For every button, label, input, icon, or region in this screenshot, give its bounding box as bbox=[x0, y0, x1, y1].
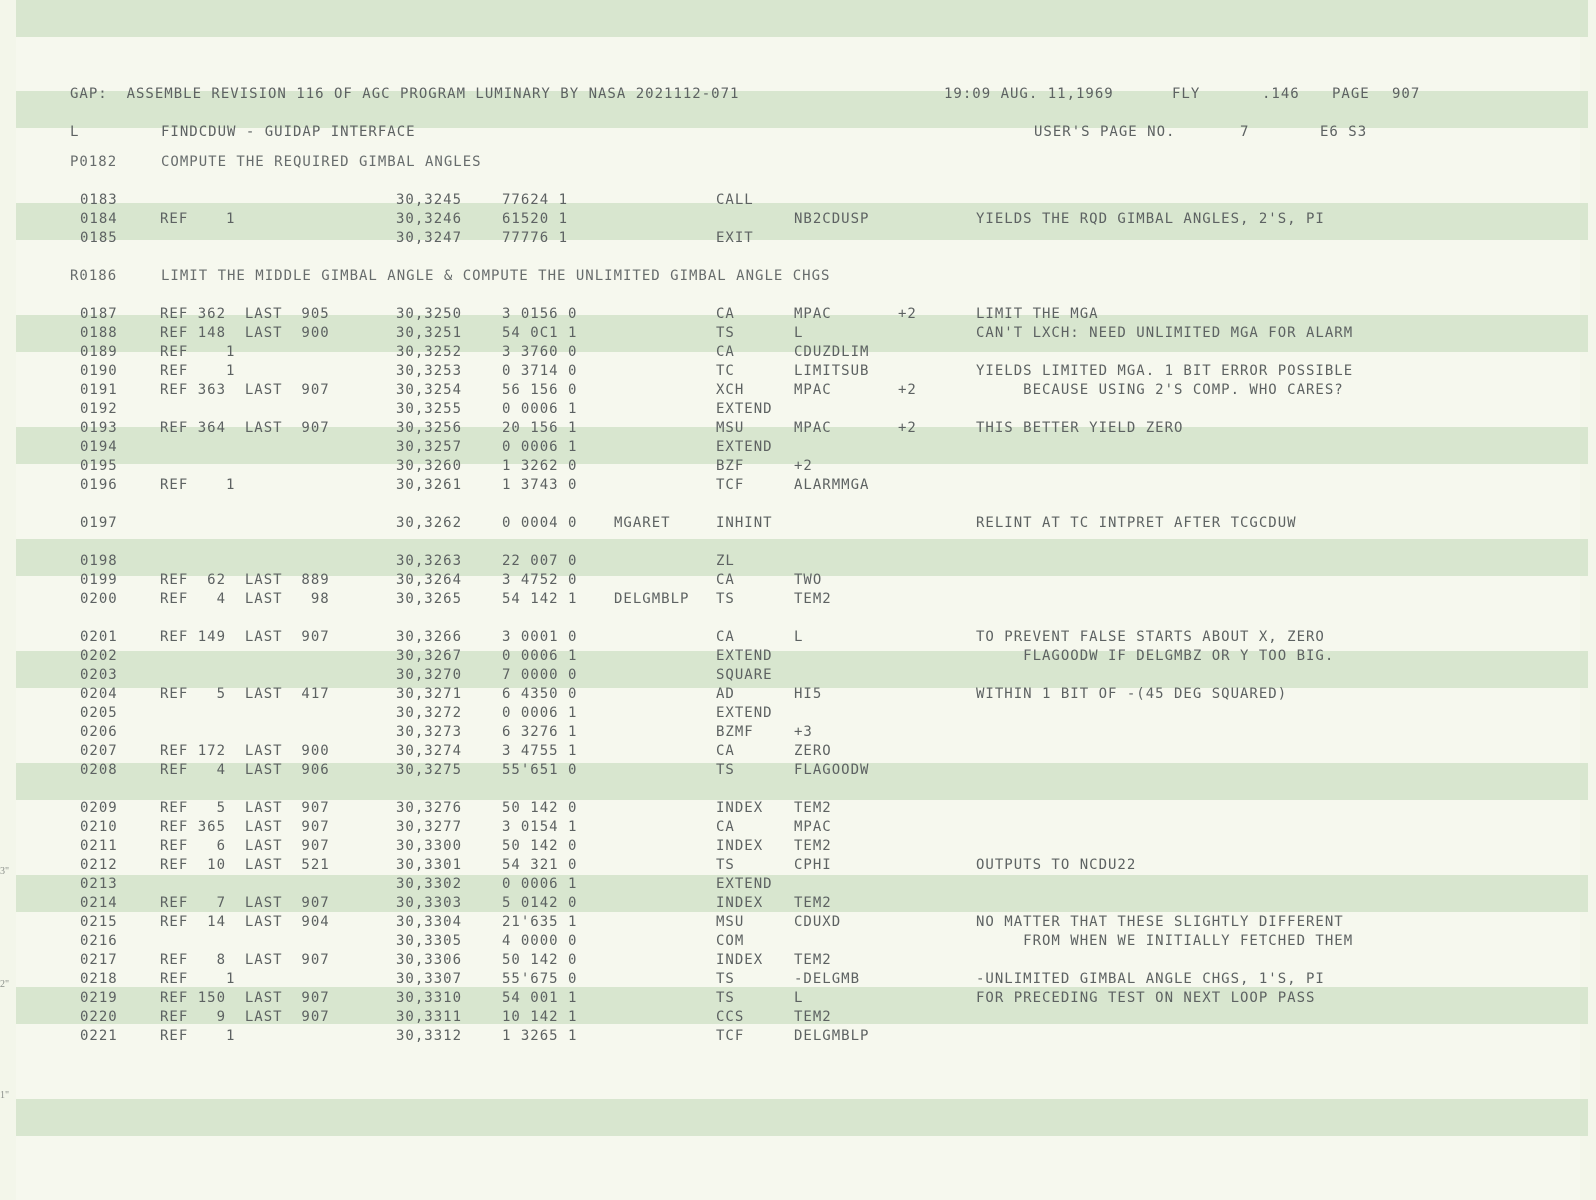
line-number: 0219 bbox=[80, 990, 118, 1006]
reference: REF 1 bbox=[160, 971, 236, 987]
line-number: 0204 bbox=[80, 686, 118, 702]
opcode: MSU bbox=[716, 914, 745, 930]
reference: REF 149 LAST 907 bbox=[160, 629, 330, 645]
opcode: TCF bbox=[716, 1028, 745, 1044]
comment: YIELDS LIMITED MGA. 1 BIT ERROR POSSIBLE bbox=[976, 363, 1354, 379]
line-number: 0200 bbox=[80, 591, 118, 607]
address: 30,3276 bbox=[396, 800, 463, 816]
address: 30,3275 bbox=[396, 762, 463, 778]
users-page-label: USER'S PAGE NO. bbox=[1034, 124, 1176, 140]
reference: REF 172 LAST 900 bbox=[160, 743, 330, 759]
opcode: XCH bbox=[716, 382, 745, 398]
line-number: 0209 bbox=[80, 800, 118, 816]
octal-word: 6 4350 0 bbox=[502, 686, 578, 702]
line-number: 0213 bbox=[80, 876, 118, 892]
reference: REF 1 bbox=[160, 1028, 236, 1044]
line-number: 0201 bbox=[80, 629, 118, 645]
operand: +2 bbox=[794, 458, 813, 474]
opcode: EXTEND bbox=[716, 705, 773, 721]
operand: ZERO bbox=[794, 743, 832, 759]
reference: REF 7 LAST 907 bbox=[160, 895, 330, 911]
opcode: CA bbox=[716, 819, 735, 835]
address: 30,3271 bbox=[396, 686, 463, 702]
address: 30,3305 bbox=[396, 933, 463, 949]
octal-word: 4 0000 0 bbox=[502, 933, 578, 949]
octal-word: 1 3743 0 bbox=[502, 477, 578, 493]
address: 30,3306 bbox=[396, 952, 463, 968]
line-number: 0207 bbox=[80, 743, 118, 759]
operand: TEM2 bbox=[794, 952, 832, 968]
opcode: INDEX bbox=[716, 895, 764, 911]
address: 30,3303 bbox=[396, 895, 463, 911]
line-number: 0221 bbox=[80, 1028, 118, 1044]
mode: FLY bbox=[1172, 86, 1201, 102]
margin-mark: 3" bbox=[0, 866, 10, 877]
line-number: 0220 bbox=[80, 1009, 118, 1025]
operand: TEM2 bbox=[794, 838, 832, 854]
address: 30,3277 bbox=[396, 819, 463, 835]
octal-word: 55'651 0 bbox=[502, 762, 578, 778]
opcode: EXTEND bbox=[716, 401, 773, 417]
comment: FROM WHEN WE INITIALLY FETCHED THEM bbox=[976, 933, 1354, 949]
octal-word: 54 001 1 bbox=[502, 990, 578, 1006]
line-number: 0203 bbox=[80, 667, 118, 683]
octal-word: 3 4752 0 bbox=[502, 572, 578, 588]
comment: -UNLIMITED GIMBAL ANGLE CHGS, 1'S, PI bbox=[976, 971, 1325, 987]
opcode: ZL bbox=[716, 553, 735, 569]
address: 30,3273 bbox=[396, 724, 463, 740]
octal-word: 0 0004 0 bbox=[502, 515, 578, 531]
line-number: 0199 bbox=[80, 572, 118, 588]
address: 30,3257 bbox=[396, 439, 463, 455]
octal-word: 3 0154 1 bbox=[502, 819, 578, 835]
octal-word: 20 156 1 bbox=[502, 420, 578, 436]
address: 30,3311 bbox=[396, 1009, 463, 1025]
line-number: 0190 bbox=[80, 363, 118, 379]
version: E6 S3 bbox=[1320, 124, 1368, 140]
octal-word: 50 142 0 bbox=[502, 952, 578, 968]
octal-word: 3 3760 0 bbox=[502, 344, 578, 360]
octal-word: 1 3265 1 bbox=[502, 1028, 578, 1044]
users-page-number: 7 bbox=[1240, 124, 1250, 140]
opcode: TS bbox=[716, 325, 735, 341]
opcode: COM bbox=[716, 933, 745, 949]
opcode: EXTEND bbox=[716, 439, 773, 455]
line-number: 0185 bbox=[80, 230, 118, 246]
octal-word: 77776 1 bbox=[502, 230, 569, 246]
address: 30,3256 bbox=[396, 420, 463, 436]
line-number: 0188 bbox=[80, 325, 118, 341]
increment: +2 bbox=[898, 306, 917, 322]
address: 30,3310 bbox=[396, 990, 463, 1006]
comment: LIMIT THE MGA bbox=[976, 306, 1099, 322]
address: 30,3253 bbox=[396, 363, 463, 379]
octal-word: 21'635 1 bbox=[502, 914, 578, 930]
opcode: AD bbox=[716, 686, 735, 702]
octal-word: 3 0001 0 bbox=[502, 629, 578, 645]
timestamp: 19:09 AUG. 11,1969 bbox=[944, 86, 1114, 102]
opcode: BZMF bbox=[716, 724, 754, 740]
reference: REF 62 LAST 889 bbox=[160, 572, 330, 588]
octal-word: 50 142 0 bbox=[502, 838, 578, 854]
address: 30,3254 bbox=[396, 382, 463, 398]
opcode: INDEX bbox=[716, 952, 764, 968]
reference: REF 364 LAST 907 bbox=[160, 420, 330, 436]
line-number: 0215 bbox=[80, 914, 118, 930]
address: 30,3246 bbox=[396, 211, 463, 227]
reference: REF 5 LAST 907 bbox=[160, 800, 330, 816]
operand: TEM2 bbox=[794, 591, 832, 607]
operand: TEM2 bbox=[794, 895, 832, 911]
operand: TEM2 bbox=[794, 1009, 832, 1025]
green-bar bbox=[16, 651, 1588, 688]
line-number: 0197 bbox=[80, 515, 118, 531]
comment: WITHIN 1 BIT OF -(45 DEG SQUARED) bbox=[976, 686, 1288, 702]
line-number: R0186 bbox=[70, 268, 118, 284]
operand: NB2CDUSP bbox=[794, 211, 870, 227]
label: MGARET bbox=[614, 515, 671, 531]
comment: NO MATTER THAT THESE SLIGHTLY DIFFERENT bbox=[976, 914, 1344, 930]
line-number: 0198 bbox=[80, 553, 118, 569]
header-line-2 bbox=[0, 123, 1368, 142]
line-number: 0210 bbox=[80, 819, 118, 835]
reference: REF 1 bbox=[160, 477, 236, 493]
operand: L bbox=[794, 629, 804, 645]
octal-word: 7 0000 0 bbox=[502, 667, 578, 683]
opcode: CCS bbox=[716, 1009, 745, 1025]
operand: TEM2 bbox=[794, 800, 832, 816]
listing-code: L bbox=[70, 124, 80, 140]
comment: THIS BETTER YIELD ZERO bbox=[976, 420, 1184, 436]
line-number: 0187 bbox=[80, 306, 118, 322]
line-number: 0189 bbox=[80, 344, 118, 360]
opcode: MSU bbox=[716, 420, 745, 436]
time-used: .146 bbox=[1262, 86, 1300, 102]
green-bar bbox=[16, 1099, 1588, 1136]
operand: LIMITSUB bbox=[794, 363, 870, 379]
opcode: BZF bbox=[716, 458, 745, 474]
address: 30,3250 bbox=[396, 306, 463, 322]
line-number: 0211 bbox=[80, 838, 118, 854]
octal-word: 0 0006 1 bbox=[502, 648, 578, 664]
operand: DELGMBLP bbox=[794, 1028, 870, 1044]
reference: REF 6 LAST 907 bbox=[160, 838, 330, 854]
operand: MPAC bbox=[794, 382, 832, 398]
operand: CDUXD bbox=[794, 914, 842, 930]
address: 30,3304 bbox=[396, 914, 463, 930]
opcode: EXIT bbox=[716, 230, 754, 246]
reference: REF 14 LAST 904 bbox=[160, 914, 330, 930]
operand: HI5 bbox=[794, 686, 823, 702]
comment: OUTPUTS TO NCDU22 bbox=[976, 857, 1137, 873]
octal-word: 22 007 0 bbox=[502, 553, 578, 569]
reference: REF 362 LAST 905 bbox=[160, 306, 330, 322]
reference: REF 150 LAST 907 bbox=[160, 990, 330, 1006]
octal-word: 54 0C1 1 bbox=[502, 325, 578, 341]
address: 30,3267 bbox=[396, 648, 463, 664]
address: 30,3245 bbox=[396, 192, 463, 208]
octal-word: 61520 1 bbox=[502, 211, 569, 227]
page-number: 907 bbox=[1392, 86, 1421, 102]
octal-word: 54 142 1 bbox=[502, 591, 578, 607]
address: 30,3263 bbox=[396, 553, 463, 569]
operand: -DELGMB bbox=[794, 971, 861, 987]
operand: MPAC bbox=[794, 306, 832, 322]
section-text: LIMIT THE MIDDLE GIMBAL ANGLE & COMPUTE THE UNLIMITED GIMBAL ANGLE CHGS bbox=[161, 268, 831, 284]
reference: REF 8 LAST 907 bbox=[160, 952, 330, 968]
octal-word: 56 156 0 bbox=[502, 382, 578, 398]
line-number: 0214 bbox=[80, 895, 118, 911]
opcode: CA bbox=[716, 572, 735, 588]
address: 30,3266 bbox=[396, 629, 463, 645]
increment: +2 bbox=[898, 420, 917, 436]
line-number: 0196 bbox=[80, 477, 118, 493]
assembly-info: GAP: ASSEMBLE REVISION 116 OF AGC PROGRAM LUMINARY BY NASA 2021112-071 bbox=[70, 86, 740, 102]
opcode: TS bbox=[716, 971, 735, 987]
increment: +2 bbox=[898, 382, 917, 398]
opcode: TS bbox=[716, 591, 735, 607]
opcode: CALL bbox=[716, 192, 754, 208]
reference: REF 1 bbox=[160, 344, 236, 360]
opcode: EXTEND bbox=[716, 876, 773, 892]
address: 30,3274 bbox=[396, 743, 463, 759]
comment: BECAUSE USING 2'S COMP. WHO CARES? bbox=[976, 382, 1344, 398]
operand: MPAC bbox=[794, 420, 832, 436]
octal-word: 0 3714 0 bbox=[502, 363, 578, 379]
line-number: 0217 bbox=[80, 952, 118, 968]
page-label: PAGE bbox=[1332, 86, 1370, 102]
octal-word: 0 0006 1 bbox=[502, 439, 578, 455]
octal-word: 10 142 1 bbox=[502, 1009, 578, 1025]
comment: CAN'T LXCH: NEED UNLIMITED MGA FOR ALARM bbox=[976, 325, 1354, 341]
opcode: CA bbox=[716, 629, 735, 645]
reference: REF 1 bbox=[160, 211, 236, 227]
opcode: TS bbox=[716, 990, 735, 1006]
address: 30,3265 bbox=[396, 591, 463, 607]
reference: REF 1 bbox=[160, 363, 236, 379]
page-title: FINDCDUW - GUIDAP INTERFACE bbox=[161, 124, 416, 140]
operand: MPAC bbox=[794, 819, 832, 835]
label: DELGMBLP bbox=[614, 591, 690, 607]
opcode: TS bbox=[716, 857, 735, 873]
address: 30,3302 bbox=[396, 876, 463, 892]
line-number: 0212 bbox=[80, 857, 118, 873]
octal-word: 0 0006 1 bbox=[502, 705, 578, 721]
line-number: 0202 bbox=[80, 648, 118, 664]
octal-word: 55'675 0 bbox=[502, 971, 578, 987]
opcode: TC bbox=[716, 363, 735, 379]
address: 30,3301 bbox=[396, 857, 463, 873]
address: 30,3251 bbox=[396, 325, 463, 341]
line-number: 0192 bbox=[80, 401, 118, 417]
line-number: 0194 bbox=[80, 439, 118, 455]
opcode: INHINT bbox=[716, 515, 773, 531]
octal-word: 50 142 0 bbox=[502, 800, 578, 816]
reference: REF 9 LAST 907 bbox=[160, 1009, 330, 1025]
octal-word: 3 4755 1 bbox=[502, 743, 578, 759]
reference: REF 10 LAST 521 bbox=[160, 857, 330, 873]
opcode: INDEX bbox=[716, 838, 764, 854]
address: 30,3252 bbox=[396, 344, 463, 360]
line-number: 0216 bbox=[80, 933, 118, 949]
octal-word: 3 0156 0 bbox=[502, 306, 578, 322]
comment: FOR PRECEDING TEST ON NEXT LOOP PASS bbox=[976, 990, 1316, 1006]
reference: REF 365 LAST 907 bbox=[160, 819, 330, 835]
octal-word: 77624 1 bbox=[502, 192, 569, 208]
reference: REF 148 LAST 900 bbox=[160, 325, 330, 341]
margin-mark: 2" bbox=[0, 979, 10, 990]
header-line-1 bbox=[0, 85, 1421, 104]
address: 30,3264 bbox=[396, 572, 463, 588]
opcode: SQUARE bbox=[716, 667, 773, 683]
comment: FLAGOODW IF DELGMBZ OR Y TOO BIG. bbox=[976, 648, 1335, 664]
operand: CPHI bbox=[794, 857, 832, 873]
address: 30,3272 bbox=[396, 705, 463, 721]
line-number: 0195 bbox=[80, 458, 118, 474]
reference: REF 363 LAST 907 bbox=[160, 382, 330, 398]
address: 30,3262 bbox=[396, 515, 463, 531]
address: 30,3312 bbox=[396, 1028, 463, 1044]
address: 30,3300 bbox=[396, 838, 463, 854]
address: 30,3307 bbox=[396, 971, 463, 987]
line-number: 0193 bbox=[80, 420, 118, 436]
operand: TWO bbox=[794, 572, 823, 588]
opcode: TS bbox=[716, 762, 735, 778]
octal-word: 0 0006 1 bbox=[502, 876, 578, 892]
octal-word: 0 0006 1 bbox=[502, 401, 578, 417]
opcode: CA bbox=[716, 344, 735, 360]
address: 30,3261 bbox=[396, 477, 463, 493]
opcode: INDEX bbox=[716, 800, 764, 816]
octal-word: 6 3276 1 bbox=[502, 724, 578, 740]
line-number: 0206 bbox=[80, 724, 118, 740]
line-number: 0184 bbox=[80, 211, 118, 227]
line-number: 0208 bbox=[80, 762, 118, 778]
line-number: 0183 bbox=[80, 192, 118, 208]
green-bar bbox=[16, 0, 1588, 37]
margin-mark: 1" bbox=[0, 1090, 10, 1101]
reference: REF 5 LAST 417 bbox=[160, 686, 330, 702]
address: 30,3260 bbox=[396, 458, 463, 474]
operand: L bbox=[794, 990, 804, 1006]
reference: REF 4 LAST 906 bbox=[160, 762, 330, 778]
section-text: COMPUTE THE REQUIRED GIMBAL ANGLES bbox=[161, 154, 482, 170]
address: 30,3270 bbox=[396, 667, 463, 683]
reference: REF 4 LAST 98 bbox=[160, 591, 330, 607]
address: 30,3255 bbox=[396, 401, 463, 417]
octal-word: 1 3262 0 bbox=[502, 458, 578, 474]
comment: TO PREVENT FALSE STARTS ABOUT X, ZERO bbox=[976, 629, 1325, 645]
operand: +3 bbox=[794, 724, 813, 740]
operand: FLAGOODW bbox=[794, 762, 870, 778]
comment: YIELDS THE RQD GIMBAL ANGLES, 2'S, PI bbox=[976, 211, 1325, 227]
octal-word: 54 321 0 bbox=[502, 857, 578, 873]
address: 30,3247 bbox=[396, 230, 463, 246]
opcode: CA bbox=[716, 743, 735, 759]
operand: ALARMMGA bbox=[794, 477, 870, 493]
operand: CDUZDLIM bbox=[794, 344, 870, 360]
line-number: 0205 bbox=[80, 705, 118, 721]
line-number: 0191 bbox=[80, 382, 118, 398]
line-number: P0182 bbox=[70, 154, 118, 170]
opcode: CA bbox=[716, 306, 735, 322]
line-number: 0218 bbox=[80, 971, 118, 987]
opcode: EXTEND bbox=[716, 648, 773, 664]
comment: RELINT AT TC INTPRET AFTER TCGCDUW bbox=[976, 515, 1297, 531]
octal-word: 5 0142 0 bbox=[502, 895, 578, 911]
operand: L bbox=[794, 325, 804, 341]
opcode: TCF bbox=[716, 477, 745, 493]
